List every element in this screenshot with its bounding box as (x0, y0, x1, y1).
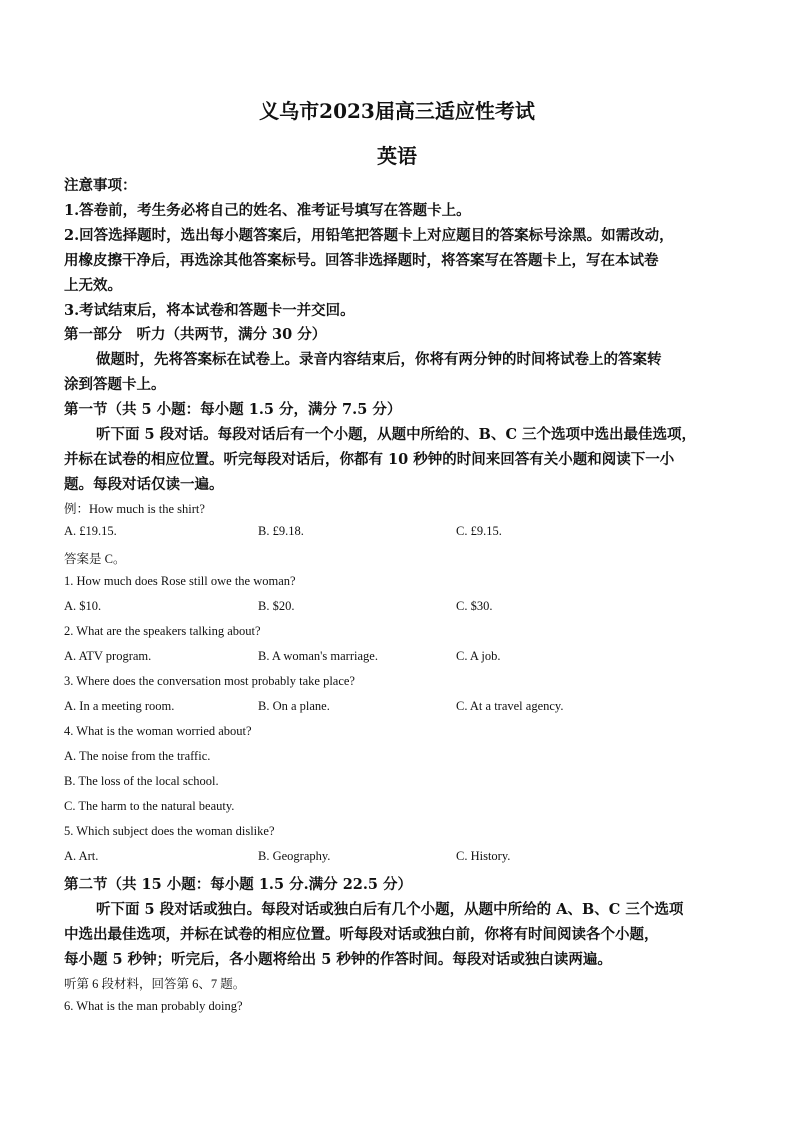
part1-heading: 第一部分 听力（共两节，满分 30 分） (64, 326, 327, 343)
question-5: 5. Which subject does the woman dislike? (64, 824, 275, 838)
exam-title: 义乌市2023届高三适应性考试 (259, 99, 535, 123)
question-6: 6. What is the man probably doing? (64, 999, 243, 1013)
notice-line: 2.回答选择题时，选出每小题答案后，用铅笔把答题卡上对应题目的答案标号涂黑。如需改动， (64, 227, 674, 244)
option-b: B. $20. (258, 599, 295, 613)
option-b: B. Geography. (258, 849, 331, 863)
notice-line: 用橡皮擦干净后，再选涂其他答案标号。回答非选择题时，将答案写在答题卡上，写在本试卷 (64, 252, 659, 269)
option-a: A. The noise from the traffic. (64, 749, 211, 763)
option-c: C. $30. (456, 599, 493, 613)
section2-intro: 每小题 5 秒钟；听完后，各小题将给出 5 秒钟的作答时间。每段对话或独白读两遍。 (64, 951, 612, 968)
question-2: 2. What are the speakers talking about? (64, 624, 261, 638)
notice-line: 上无效。 (64, 277, 122, 294)
example-question: 例：How much is the shirt? (64, 502, 205, 516)
material-instruction: 听第 6 段材料，回答第 6、7 题。 (64, 977, 246, 991)
section1-intro: 题。每段对话仅读一遍。 (64, 476, 224, 493)
question-3: 3. Where does the conversation most probably take place? (64, 674, 355, 688)
section1-heading: 第一节（共 5 小题：每小题 1.5 分，满分 7.5 分） (64, 401, 402, 418)
option-c: C. At a travel agency. (456, 699, 564, 713)
section1-intro: 并标在试卷的相应位置。听完每段对话后，你都有 10 秒钟的时间来回答有关小题和阅读下一小 (64, 451, 675, 468)
option-b: B. On a plane. (258, 699, 330, 713)
question-1: 1. How much does Rose still owe the woman? (64, 574, 296, 588)
option-a: A. ATV program. (64, 649, 152, 663)
option-b: B. £9.18. (258, 524, 304, 538)
part1-intro: 做题时，先将答案标在试卷上。录音内容结束后，你将有两分钟的时间将试卷上的答案转 (96, 351, 662, 368)
section2-intro: 听下面 5 段对话或独白。每段对话或独白后有几个小题，从题中所给的 A、B、C 三个选项 (96, 901, 684, 918)
option-a: A. $10. (64, 599, 102, 613)
notice-heading: 注意事项： (64, 177, 137, 194)
option-b: B. A woman's marriage. (258, 649, 378, 663)
option-a: A. £19.15. (64, 524, 117, 538)
option-a: A. In a meeting room. (64, 699, 175, 713)
notice-line: 1.答卷前，考生务必将自己的姓名、准考证号填写在答题卡上。 (64, 202, 471, 219)
option-c: C. £9.15. (456, 524, 502, 538)
notice-line: 3.考试结束后，将本试卷和答题卡一并交回。 (64, 302, 355, 319)
option-c: C. A job. (456, 649, 501, 663)
option-c: C. The harm to the natural beauty. (64, 799, 235, 813)
section1-intro: 听下面 5 段对话。每段对话后有一个小题，从题中所给的、B、C 三个选项中选出最佳选项， (96, 426, 697, 443)
part1-intro: 涂到答题卡上。 (64, 376, 166, 393)
example-answer: 答案是 C。 (64, 552, 126, 566)
section2-heading: 第二节（共 15 小题：每小题 1.5 分.满分 22.5 分） (64, 876, 413, 893)
option-b: B. The loss of the local school. (64, 774, 219, 788)
option-c: C. History. (456, 849, 511, 863)
exam-subject: 英语 (377, 144, 417, 168)
section2-intro: 中选出最佳选项，并标在试卷的相应位置。听每段对话或独白前，你将有时间阅读各个小题， (64, 926, 659, 943)
question-4: 4. What is the woman worried about? (64, 724, 252, 738)
option-a: A. Art. (64, 849, 99, 863)
